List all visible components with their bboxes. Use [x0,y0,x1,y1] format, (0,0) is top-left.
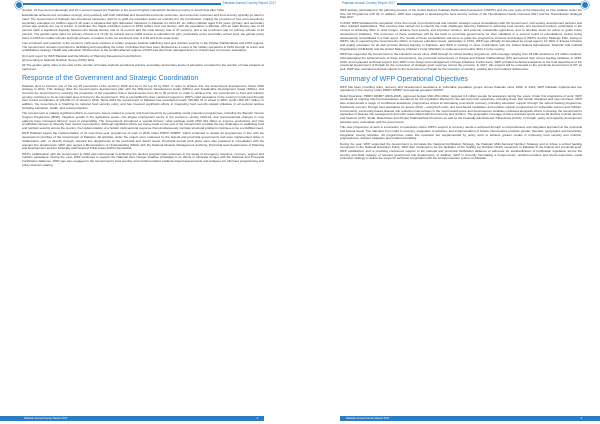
right-page [300,0,600,424]
page-footer [340,416,600,421]
left-content [22,9,264,411]
section-heading: Summary of WFP Operational Objectives [340,75,468,83]
paragraph: WFP has supported the Government in the education sector since 1995 through its school feeding programme, with coverage ranging from 25,000 students to 2.5 million students. Acknowledging the achievements of these interventions, the provincial Government of Punjab and Khyber Pakhtunkhwa (KP) announced their school feeding initiatives in 2015-2016, and requested technical support from WFP in the design and management of these initiatives. Furthermore, WFP provided technical assistance to the food department of the provincial Government of Punjab for the conversion of strategic grain reserves across the province. In 2017, this support will be extended to the provincial Government of KP, as well. WFP also extended technical support to the Government of Punjab for the reduction of stunting, wasting and micronutrient deficiencies. [340,52,582,71]
header-title: Pakistan Annual Country Report 2017 [342,1,396,5]
right-content [340,9,582,411]
page-number: 3 [256,417,258,420]
footnote: [1] A joint report by WFP Pakistan and the Ministry of Planning Development and Reform. [22,53,143,58]
section-heading: Response of the Government and Strategic Coordination [22,74,199,82]
footer-title: Pakistan Annual Country Report 2017 [24,417,68,420]
page-footer [0,416,264,421]
paragraph: stunted, 31.5 percent underweight and 15.1 percent wasted [2]. Pakistan is the second highest malnutrition burdened country in South Asia after India. [22,8,225,12]
paragraph: WFP's collaboration with the Government in 2016 was instrumental in achieving the desired programmatic outcomes in the areas of emergency response, recovery, support and nutrition assistance. During the year, WFP continued to support the National Zero Hunger Initiative (Khawaja) in its efforts to eliminate hunger with the National and Provincial Fortification Alliances. WFP was also engaged in the Government's food security and nutrition-related evidence-based assessments and analyses for informed programming and policy decision-making. [22,151,264,167]
paragraph: WFP actively participated in the planning process of the United Nations Pakistan Partnership Framework (UNPPF) and the new cycle of the Delivering as One initiative under the One UN Programme (OP III). In addition, WFP also engaged in developing the food security section of the Humanitarian Needs Overview 2017 and the Humanitarian Strategic Plan 2017. [340,8,582,20]
paragraph: In 2016, WFP facilitated the completion of the first round of provincial food and nutrition strategic review consultations with the Government, civil society, development partners and other relevant stakeholders. This exercise was carried out to identify the main challenges faced by Pakistan in achieving food security and improved nutrition, particularly in the context of achieving SDG 2—End hunger, achieve food security and improved nutrition, and promote sustainable agriculture, and to prioritise areas for action to guide future development initiatives. The outcomes of these workshops will be fed back to provincial governments for their validation in a second round of consultations, before being subsequently consolidated in a final report. The results of these consultations will serve to guide the programme structure and design of WFP's Country Strategic Plan. Owing to WFP's role in supporting the Government's efforts to improve education levels, particularly in FATA, WFP was officially incorporated as a lead agency for SDG 4: Ensure inclusive and quality education for all and promote lifelong learning in Pakistan, and WFP is working in close coordination with the United Nations Educational, Scientific and Cultural Organization (UNESCO) and the United Nations Children's Fund (UNICEF) to implement and realize SDG 4 in the country. [340,20,582,51]
paragraph: This new programme of work is a transition of operations where WFP's support to recovery needs is achieved through a comprehensive and integrated approach at the provincial and federal levels. The transition from relief to recovery, integration of activities, and implementation of holistic interventions prioritise gender, thematic, geographic and beneficiary integration among activities. All programmes under this operation are supplemented by policy work to achieve greater results in improving food security and nutrition, preparedness, disaster mitigation and resilience-building. [340,125,582,141]
footnote: [3] The gender parity index is the ratio of the number of female students enrolled at primary, secondary and tertiary levels of education compared to the number of male students at each level. [22,63,264,71]
wfp-logo-icon [581,1,589,9]
paragraph: Low enrolment and retention in the country's north-west continue to hinder progress towards stabilizing food and nutrition security in the Khyber Pakhtunkhwa and FATA regions. The Government remains committed to facilitating and expediting the return of families that have been displaced as a result of the military operations in FATA through its return and rehabilitation strategy. Health and education infrastructure in the conflict-affected regions of FATA has also been damaged and is in critical need of recovery assistance. [22,40,264,53]
paragraph: During the year, WFP supported the Government to formulate the National Fortification Strategy, the Pakistan Multi-Sectoral Nutrition Strategy and to infuse a school feeding component in the National Education Policy. WFP also continued to be the facilitator of the Scaling Up Nutrition (SUN) movement in Pakistan at the federal and provincial level. WFP established, and is providing continuous support to the national and provincial fortification alliances to advocate for standardization of fortification legislation across the country and build capacity of relevant government line departments. In addition, WFP is currently formulating a hunger-smart, nutrition-sensitive and shock-responsive social protection strategy to define the scope for technical cooperation with the social protection system in Pakistan. [340,141,582,161]
paragraph: Educational achievement correlates strongly, and positively with both individual and household economic outcomes, and economic outcomes and food security typically go hand in hand. The Government of Pakistan has introduced necessary reforms to uplift the education sector as enshrined in the Constitution, making the provision of free and compulsory secondary education for children aged 5-16 years a fundamental right. Education indicators in Pakistan for 2014-15, six million children aged 5-16 years (primary and secondary school age groups) are out of school. In particular, the fragile education system in FATA suffers from low literacy, with the population is illiterate, with an adult literacy rate of 24 percent (with a significant disparity between the female literacy rate of 11 percent and the male literacy rate of 37 percent), and a net enrolment rate for primary schools of 42 percent. The gender parity index for primary schools is 0.74 [3]. As cultural norms inhibit access to education for girls, particularly at the secondary school level, the gender parity index in FATA for middle schools and high schools, in relation to the net enrolment rate, is 0.60 and 0.16 respectively. [22,13,264,40]
page-number: 4 [580,417,582,420]
paragraph: Relief Operation: PRRO 200867 (2016-2018), approved budget USD 454 million, targeted 3.4 million people for assistance during five years. Under this programme of work, WFP continued its ongoing relief food assistance operations for the population affected by the law and order operations, including those that remain displaced and new returnees. WFP also implemented a range of conditional assistance programmes aimed at stimulating post-shock recovery, including education support through the school feeding programme; livelihoods recovery through food assistance for assets (FFA) – using both cash- and food-based modalities; and nutrition support programmes for vulnerable women and children. Concurrently, community-based disaster risk reduction interventions in the most hazard-prone and food-insecure localities continued alongside efforts to develop the Government's capacities in disaster risk management and other areas linked with food security and nutrition. The geographic coverage of these activities spans across 40 districts in Azad Jammu and Kashmir (AJK), Sindh, Balochistan and Khyber Pakhtunkhwa Provinces as well as the Federally Administered Tribal Areas (FATA). In Punjab, policy and capacity development activities were undertaken with the government. [340,93,582,124]
paragraph: Pakistan aims to become one of the top 25 economies of the world by 2025 and be in the top 10 by 2047. In order to achieve this, the Government developed its Vision 2025 strategy in 2014. This strategy links the Government's development plan with the Millennium Development Goals (MDGs) and Sustainable Development Goals (SDGs), and commits the Government to reducing the proportion of the population that is food-insecure from 60 to 30 percent. In order to achieve this, the commitment to food and nutrition security continues to be an important area of focus for the Government. This is exemplified by their continued support to WFP's relief assistance in the country's north-west through their in-kind contribution of 124,000 mt of wheat in 2016. Since 2013 the Government of Pakistan has contributed nearly 700,000 mt of wheat to WFP, worth USD 257 million. In addition, the Government is finalizing its national food security policy and has invested significant efforts in integrating food security-related initiatives in all sectoral policies including education, health, and social protection. [22,83,264,110]
footer-title: Pakistan Annual Country Report 2017 [346,417,390,420]
footnote: [2] According to National Nutrition Survey (NNS) 2011. [22,58,96,63]
paragraph: WFP Pakistan began the implementation of its new three-year programme of work in 2016 under PRRO 200867, which continued to situate all programmes in line with the development priorities of the Government of Pakistan. All activities under the project were endorsed by the federal and provincial governments and were implemented either in collaboration with, or directly through, relevant line departments at the provincial and district levels. Provincial annual work plans were also prepared in consultation with the relevant line departments. WFP also signed a Memorandum of Understanding (MOU) with the National Disaster Management Authority, Provincial level departments of Planning and Development and the Federally Administered Tribal Areas (FATA) Secretariat. [22,131,264,151]
paragraph: The Government is making significant efforts to overcome issues related to poverty and food insecurity by expanding social protection programmes, including the Benazir Income Support Programme (BISP). Negative growth in the agriculture sector—the largest employment sector in the economy—during 2015-16, and unprecedented changes in crop patterns have increased farmers' level of vulnerability. The Government introduced a special farmers' relief package worth PKR 341 billion to improve productivity and help smallholder farmers to diversify their means of production. Although significant efforts are being made on the part of the Government to tackle the key challenges to stabilizing food and nutrition security across the country, the implementation of a holistic multi-sectoral response that simultaneously combats structural problems continues to be a unfulfilled need. [22,111,264,131]
header-title: Pakistan Annual Country Report 2017 [222,1,276,5]
paragraph: WFP has been providing relief, recovery and development assistance to vulnerable population groups across Pakistan since 1968. In 2016, WFP Pakistan implemented two operations in the country under PRRO 200867 and special operation 200707. [340,84,582,93]
